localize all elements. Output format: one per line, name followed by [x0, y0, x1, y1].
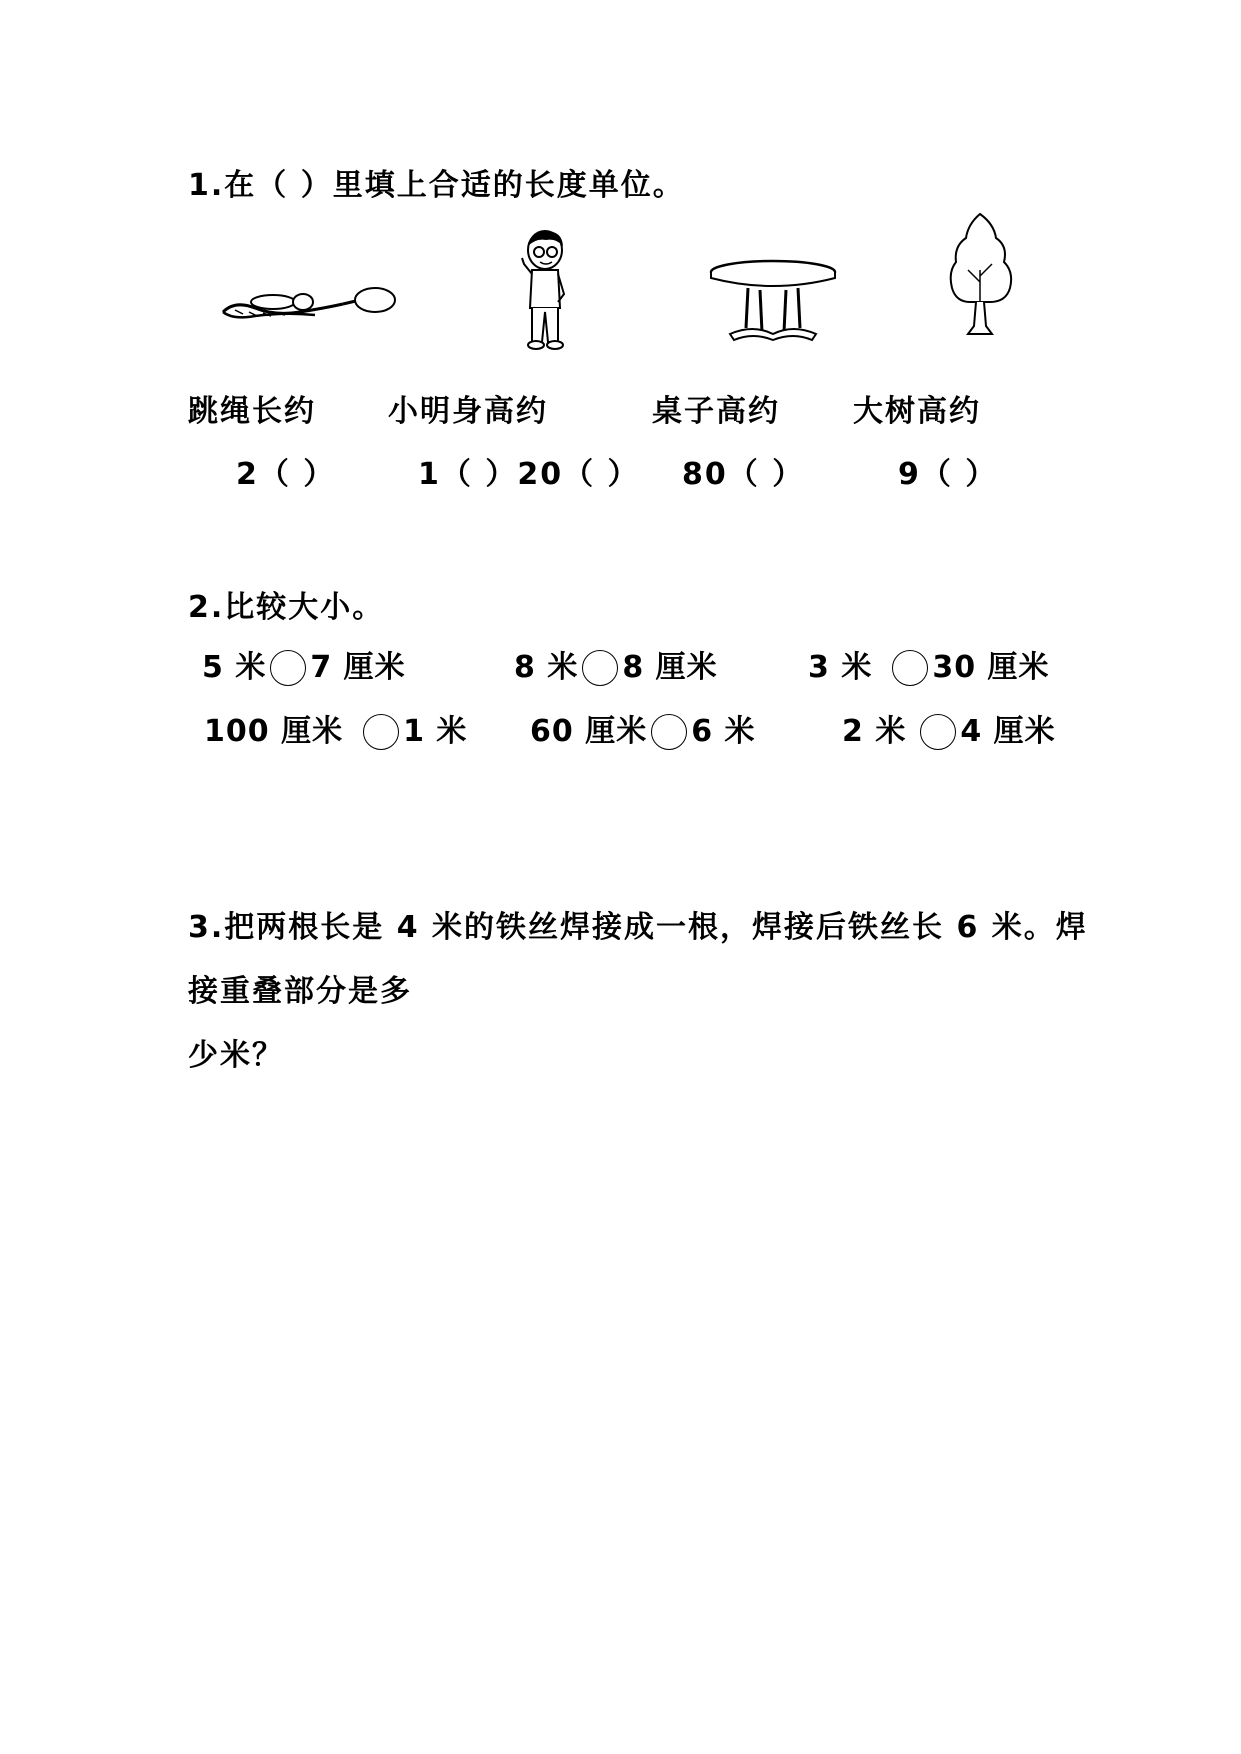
compare-left: 5 米: [202, 650, 267, 685]
compare-left: 100 厘米: [204, 714, 344, 749]
boy-icon: [510, 228, 580, 353]
label-table: 桌子高约: [652, 394, 780, 429]
compare-item: [842, 712, 1056, 752]
q3-line-3: 少米？: [188, 1038, 284, 1073]
compare-item: [530, 712, 756, 752]
label-tree: 大树高约: [853, 394, 981, 429]
compare-right: 30 厘米: [932, 650, 1050, 685]
compare-right: 4 厘米: [960, 714, 1056, 749]
answer-jump-rope[interactable]: 2（ ）: [236, 457, 336, 492]
compare-left: 2 米: [842, 714, 907, 749]
compare-item: [204, 712, 467, 752]
tree-icon: [940, 210, 1020, 340]
compare-left: 3 米: [808, 650, 873, 685]
answer-xiaoming[interactable]: 1（ ）20（ ）: [418, 457, 640, 492]
compare-item: [808, 648, 1050, 688]
compare-right: 8 厘米: [622, 650, 718, 685]
compare-circle[interactable]: [363, 714, 399, 750]
q3-line-2: 接重叠部分是多: [188, 974, 412, 1009]
label-xiaoming: 小明身高约: [388, 394, 548, 429]
compare-item: [514, 648, 718, 688]
compare-item: [202, 648, 406, 688]
answer-tree[interactable]: 9（ ）: [898, 457, 998, 492]
answer-table[interactable]: 80（ ）: [682, 457, 805, 492]
q3-line-1: 3.把两根长是 4 米的铁丝焊接成一根，焊接后铁丝长 6 米。焊: [188, 910, 1088, 945]
round-table-icon: [708, 258, 838, 346]
label-jump-rope: 跳绳长约: [188, 394, 316, 429]
compare-left: 60 厘米: [530, 714, 648, 749]
jump-rope-icon: [215, 282, 400, 330]
compare-circle[interactable]: [892, 650, 928, 686]
compare-left: 8 米: [514, 650, 579, 685]
compare-right: 6 米: [691, 714, 756, 749]
compare-right: 1 米: [403, 714, 468, 749]
q2-title: 2.比较大小。: [188, 590, 385, 625]
compare-right: 7 厘米: [310, 650, 406, 685]
q1-title: 1.在（ ）里填上合适的长度单位。: [188, 168, 685, 203]
compare-circle[interactable]: [920, 714, 956, 750]
compare-circle[interactable]: [270, 650, 306, 686]
compare-circle[interactable]: [651, 714, 687, 750]
compare-circle[interactable]: [582, 650, 618, 686]
